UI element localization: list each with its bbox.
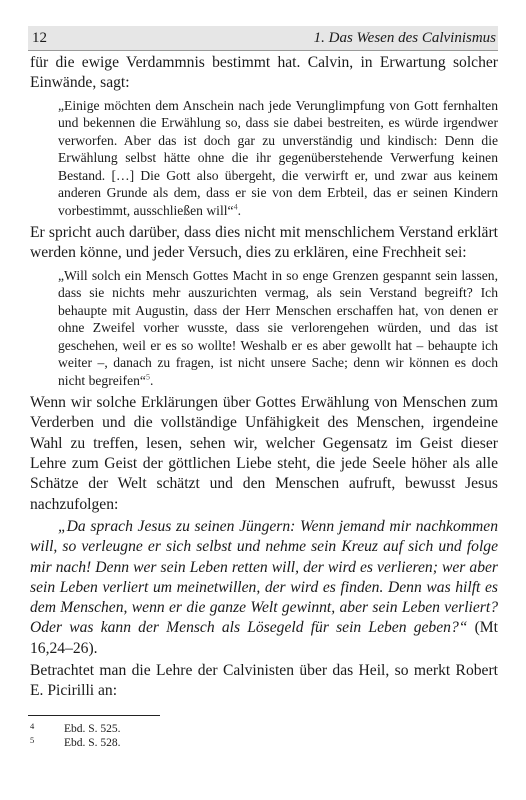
footnote-ref: 4 bbox=[233, 202, 238, 212]
body-text bbox=[30, 53, 498, 702]
footnote-rule bbox=[28, 715, 160, 716]
block-quote: „Einige möchten dem Anschein nach jede Verunglimpfung von Gott fernhalten und bekennen die Erwählung so, dass sie dabei bestreiten, es würde irgendwer verworfen. Aber das ist doch gar zu unverständig und kindisch: Denn die Erwählung selbst hätte ohne die ihr gegenüberstehende Verwerfung keinen Bestand. […] Die Gott also übergeht, die verwirft er, und zwar aus keinem anderen Grunde als dem, dass er sie von dem Erbteil, das er seinen Kindern vorbestimmt, ausschließen will“$^4$. bbox=[58, 97, 498, 218]
paragraph: Wenn wir solche Erklärungen über Gottes Erwählung von Menschen zum Verderben und die vollständige Unfähigkeit des Menschen, irgendeine Wahl zu treffen, lesen, sehen wir, welcher Gegensatz im Geist dieser Lehre zum Geist der göttlichen Liebe steht, die jede Seele höher als alle Schätze der Welt schätzt und den Menschen aufruft, bewusst Jesus nachzufolgen: bbox=[30, 394, 498, 513]
running-header bbox=[28, 26, 498, 51]
footnote-text: Ebd. S. 525. bbox=[64, 723, 121, 735]
page-number: 12 bbox=[32, 30, 47, 46]
quote-text: „Einige möchten dem Anschein nach jede Verunglimpfung von Gott fernhalten und bekennen die Erwählung so, dass sie dabei bestreiten, es würde irgendwer verworfen. Aber das ist doch gar zu unverständig und kindisch: Denn die Erwählung selbst hätte ohne die ihr gegenüberstehende Verwerfung keinen Bestand. […] Die Gott also übergeht, die verwirft er, und zwar aus keinem anderen Grunde als dem, dass er sie von dem Erbteil, das er seinen Kindern vorbestimmt, ausschließen will“ bbox=[58, 97, 498, 218]
paragraph: Betrachtet man die Lehre der Calvinisten über das Heil, so merkt Robert E. Picirilli an: bbox=[30, 662, 498, 700]
paragraph: Er spricht auch darüber, dass dies nicht mit menschlichem Verstand erklärt werden könne, und jeder Versuch, dies zu erklären, eine Frechheit sei: bbox=[30, 224, 498, 262]
footnote-text: Ebd. S. 528. bbox=[64, 737, 121, 749]
footnotes bbox=[30, 722, 121, 750]
running-title: 1. Das Wesen des Calvinismus bbox=[313, 30, 496, 46]
scripture-reference: (Mt 16,24–26). bbox=[30, 619, 498, 657]
bible-quote bbox=[30, 517, 498, 659]
footnote-number: 5 bbox=[30, 735, 35, 745]
quote-text: „Will solch ein Mensch Gottes Macht in so enge Grenzen gespannt sein lassen, dass sie nichts mehr auszurichten vermag, als sein Verstand begreift? Ich behaupte mit Augustin, dass der Herr Menschen erschaffen hat, von denen er ohne Zweifel vorher wusste, dass sie verlorengehen würden, und das ist geschehen, weil er es so wollte! Weshalb er es aber gewollt hat – behaupte ich weiter –, danach zu fragen, ist nicht unsere Sache; denn wir können es doch nicht begreifen“ bbox=[58, 267, 498, 388]
quote-text: „Da sprach Jesus zu seinen Jüngern: Wenn jemand mir nachkommen will, so verleugne er sich selbst und nehme sein Kreuz auf sich und folge mir nach! Denn wer sein Leben retten will, der wird es verlieren; wer aber sein Leben verliert um meinetwillen, der wird es finden. Denn was hilft es dem Menschen, wenn er die ganze Welt gewinnt, aber sein Leben verliert? Oder was kann der Mensch als Lösegeld für sein Leben geben?“ bbox=[30, 517, 498, 637]
footnote bbox=[30, 722, 121, 736]
block-quote: „Will solch ein Mensch Gottes Macht in so enge Grenzen gespannt sein lassen, dass sie nichts mehr auszurichten vermag, als sein Verstand begreift? Ich behaupte mit Augustin, dass der Herr Menschen erschaffen hat, von denen er ohne Zweifel vorher wusste, dass sie verlorengehen würden, und das ist geschehen, weil er es so wollte! Weshalb er es aber gewollt hat – behaupte ich weiter –, danach zu fragen, ist nicht unsere Sache; denn wir können es doch nicht begreifen“$^5$. bbox=[58, 267, 498, 388]
paragraph: für die ewige Verdammnis bestimmt hat. Calvin, in Erwartung solcher Einwände, sagt: bbox=[30, 54, 498, 92]
footnote-number: 4 bbox=[30, 721, 35, 731]
footnote bbox=[30, 736, 121, 750]
footnote-ref: 5 bbox=[145, 372, 150, 382]
